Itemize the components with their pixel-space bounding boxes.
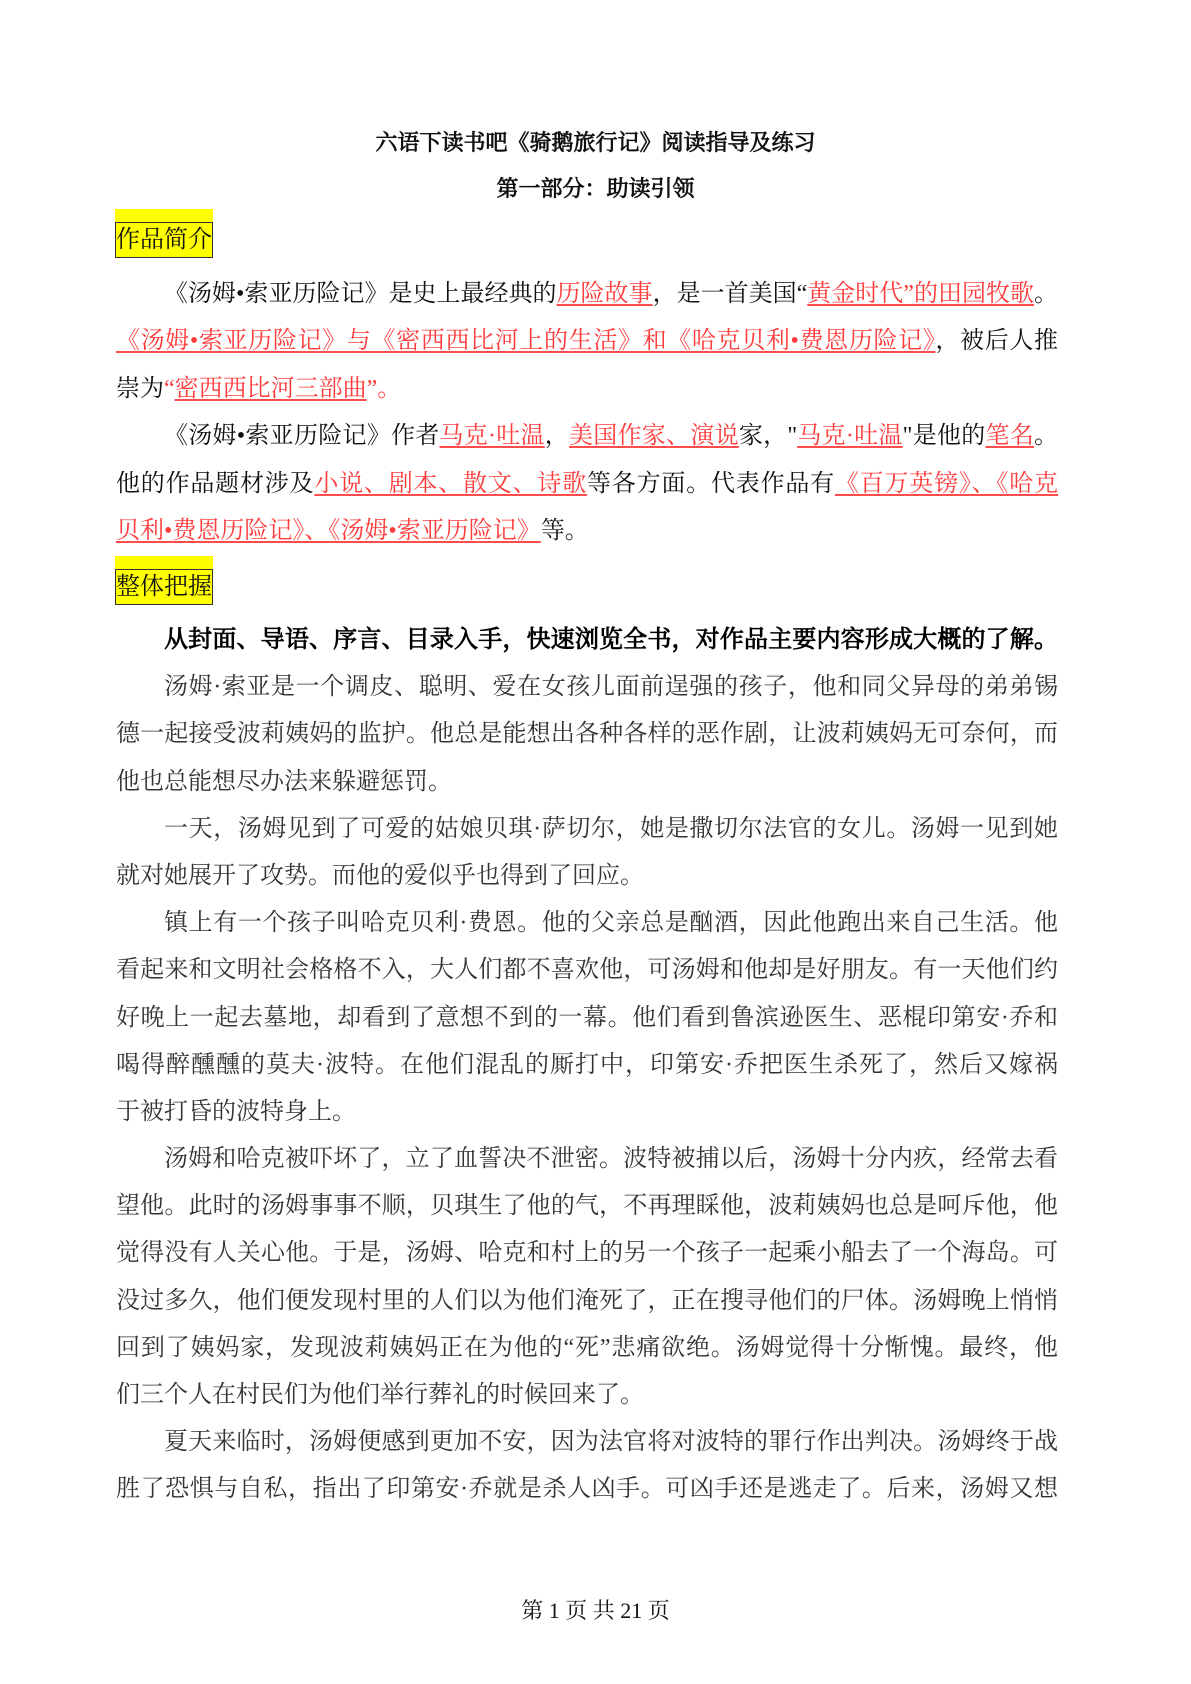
text-segment: 。 (1034, 281, 1058, 307)
text-segment: 们三个人在村民们为他们举行葬礼的时候回来了。 (116, 1382, 644, 1408)
text-segment: 等各方面。代表作品有 (587, 470, 835, 497)
text-line (116, 1372, 1058, 1419)
overview-heading-highlight (115, 556, 213, 605)
section-part-title: 第一部分：助读引领 (496, 176, 695, 201)
underlined-keyword: 马克·吐温 (439, 423, 545, 450)
underlined-keyword: 马克·吐温 (797, 423, 903, 450)
text-segment: 《汤姆•索亚历险记》作者 (164, 423, 440, 450)
intro-heading-highlight (115, 209, 213, 258)
text-line (116, 461, 1058, 508)
text-line (116, 318, 1058, 365)
text-segment: “ (164, 375, 175, 402)
text-segment: 他也总能想尽办法来躲避惩罚。 (116, 768, 452, 795)
text-segment: 于被打昏的波特身上。 (116, 1098, 356, 1125)
text-segment: 崇为 (116, 375, 164, 402)
text-line (116, 947, 1058, 994)
text-segment: 觉得没有人关心他。于是，汤姆、哈克和村上的另一个孩子一起乘小船去了一个海岛。可 (116, 1240, 1058, 1267)
underlined-keyword: 美国作家、演说 (569, 423, 739, 450)
text-segment: 《汤姆•索亚历险记》是史上最经典的 (164, 281, 557, 307)
text-line (116, 1325, 1058, 1372)
text-segment: 就对她展开了攻势。而他的爱似乎也得到了回应。 (116, 862, 644, 889)
text-line (116, 1230, 1058, 1277)
text-segment: 回到了姨妈家，发现波莉姨妈正在为他的“死”悲痛欲绝。汤姆觉得十分惭愧。最终，他 (116, 1334, 1058, 1361)
text-line (116, 1089, 1058, 1136)
text-line (116, 664, 1058, 711)
text-line (116, 508, 1058, 555)
story-paragraphs (116, 617, 1058, 1514)
text-line (116, 1042, 1058, 1089)
text-segment: ，被后人推 (935, 328, 1058, 355)
text-line (116, 617, 1058, 664)
text-line (116, 711, 1058, 758)
text-segment: "是他的 (902, 423, 986, 450)
underlined-keyword: 密西西比河三部曲 (174, 375, 367, 402)
text-segment: 夏天来临时，汤姆便感到更加不安，因为法官将对波特的罪行作出判决。汤姆终于战 (164, 1429, 1058, 1456)
text-line (116, 806, 1058, 853)
intro-paragraphs (116, 271, 1058, 555)
text-segment: 胜了恐惧与自私，指出了印第安·乔就是杀人凶手。可凶手还是逃走了。后来，汤姆又想 (116, 1476, 1058, 1503)
text-segment: 没过多久，他们便发现村里的人们以为他们淹死了，正在搜寻他们的尸体。汤姆晚上悄悄 (116, 1287, 1058, 1314)
text-segment: 汤姆和哈克被吓坏了，立了血誓决不泄密。波特被捕以后，汤姆十分内疚，经常去看 (164, 1146, 1058, 1173)
text-line (116, 1278, 1058, 1325)
text-line (116, 271, 1058, 318)
text-segment: 。 (1034, 423, 1059, 450)
page-footer: 第 1 页 共 21 页 (521, 1598, 670, 1623)
text-segment: 一天，汤姆见到了可爱的姑娘贝琪·萨切尔，她是撒切尔法官的女儿。汤姆一见到她 (164, 815, 1058, 842)
underlined-keyword: 《百万英镑》、《哈克 (834, 470, 1059, 497)
text-segment: 望他。此时的汤姆事事不顺，贝琪生了他的气，不再理睬他，波莉姨妈也总是呵斥他，他 (116, 1193, 1058, 1220)
text-line (116, 413, 1058, 460)
text-line (116, 1466, 1058, 1513)
underlined-keyword: 笔名 (985, 423, 1035, 450)
text-line (116, 1419, 1058, 1466)
text-segment: 好晚上一起去墓地，却看到了意想不到的一幕。他们看到鲁滨逊医生、恶棍印第安·乔和 (116, 1004, 1058, 1031)
text-segment: 他的作品题材涉及 (116, 470, 315, 497)
text-segment: 家，" (738, 423, 798, 450)
underlined-keyword: 贝利•费恩历险记》、《汤姆•索亚历险记》 (116, 517, 541, 544)
text-segment: 汤姆·索亚是一个调皮、聪明、爱在女孩儿面前逞强的孩子，他和同父异母的弟弟锡 (164, 674, 1058, 701)
text-line (116, 995, 1058, 1042)
text-segment: ， (544, 423, 570, 450)
text-segment: 镇上有一个孩子叫哈克贝利·费恩。他的父亲总是酗酒，因此他跑出来自己生活。他 (164, 910, 1058, 937)
text-line (116, 1136, 1058, 1183)
intro-heading: 作品简介 (115, 222, 213, 258)
text-segment: 喝得醉醺醺的莫夫·波特。在他们混乱的厮打中，印第安·乔把医生杀死了，然后又嫁祸 (116, 1051, 1058, 1078)
text-segment: 等。 (540, 517, 589, 544)
document-title: 六语下读书吧《骑鹅旅行记》阅读指导及练习 (375, 130, 816, 155)
underlined-keyword: 小说、剧本、散文、诗歌 (314, 470, 588, 497)
underlined-keyword: 历险故事 (556, 281, 653, 307)
text-line (116, 900, 1058, 947)
text-line (116, 853, 1058, 900)
text-line (116, 759, 1058, 806)
underlined-keyword: 《汤姆•索亚历险记》与《密西西比河上的生活》和《哈克贝利•费恩历险记》 (116, 328, 936, 355)
text-line (116, 1183, 1058, 1230)
text-segment: 德一起接受波莉姨妈的监护。他总是能想出各种各样的恶作剧，让波莉姨妈无可奈何，而 (116, 721, 1058, 748)
text-segment: ，是一首美国“ (652, 281, 808, 307)
text-segment: ”。 (366, 375, 402, 402)
underlined-keyword: 黄金时代”的田园牧歌 (807, 281, 1034, 307)
text-line (116, 366, 1058, 413)
text-segment: 看起来和文明社会格格不入，大人们都不喜欢他，可汤姆和他却是好朋友。有一天他们约 (116, 957, 1058, 984)
text-segment: 从封面、导语、序言、目录入手，快速浏览全书，对作品主要内容形成大概的了解。 (164, 627, 1058, 653)
overview-heading: 整体把握 (115, 569, 213, 605)
